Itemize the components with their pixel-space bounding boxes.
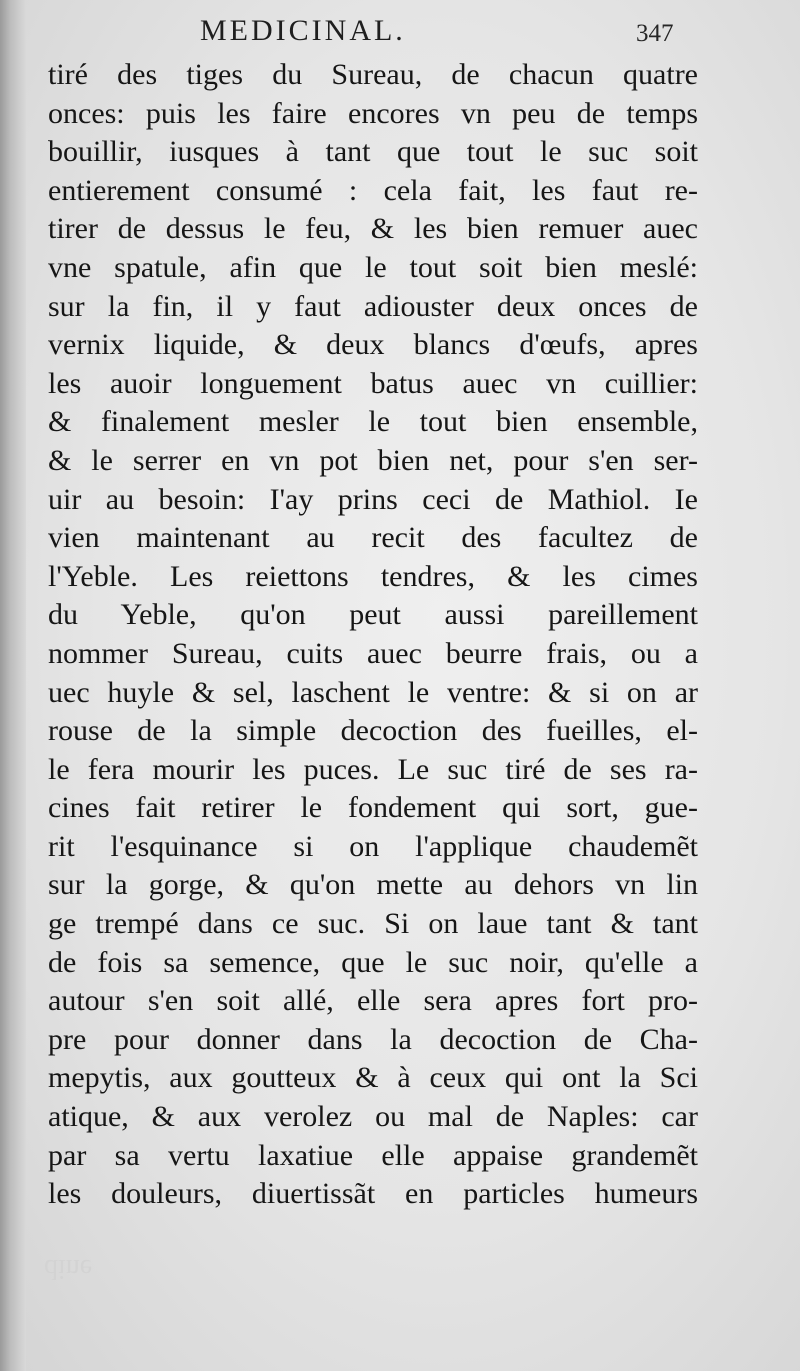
text-line: vernix liquide, & deux blancs d'œufs, apres — [48, 328, 698, 362]
text-line: entierement consumé : cela fait, les faut re- — [48, 173, 698, 207]
text-line: tirer de dessus le feu, & les bien remuer auec — [48, 212, 698, 246]
text-line: uir au besoin: I'ay prins ceci de Mathiol. Ie — [48, 482, 698, 516]
text-line: les auoir longuement batus auec vn cuillier: — [48, 366, 698, 400]
text-line: vne spatule, afin que le tout soit bien meslé: — [48, 250, 698, 284]
text-line: onces: puis les faire encores vn peu de temps — [48, 96, 698, 130]
text-line: vien maintenant au recit des facultez de — [48, 521, 698, 555]
show-through-text: dine — [44, 1253, 93, 1284]
text-line: nommer Sureau, cuits auec beurre frais, ou a — [48, 636, 698, 670]
text-line: pre pour donner dans la decoction de Cha- — [48, 1022, 698, 1056]
text-line: uec huyle & sel, laschent le ventre: & si on ar — [48, 675, 698, 709]
page-gutter-shadow — [0, 0, 26, 1371]
text-line: autour s'en soit allé, elle sera apres fort pro- — [48, 984, 698, 1018]
text-line: par sa vertu laxatiue elle appaise grandemẽt — [48, 1138, 698, 1172]
text-line: bouillir, iusques à tant que tout le suc soit — [48, 135, 698, 169]
text-line: sur la fin, il y faut adiouster deux onces de — [48, 289, 698, 323]
text-line: rit l'esquinance si on l'applique chaudemẽt — [48, 829, 698, 863]
text-line: cines fait retirer le fondement qui sort, gue- — [48, 791, 698, 825]
text-line: tiré des tiges du Sureau, de chacun quatre — [48, 58, 698, 91]
text-line: atique, & aux verolez ou mal de Naples: car — [48, 1100, 698, 1134]
text-line: de fois sa semence, que le suc noir, qu'elle a — [48, 945, 698, 979]
page-number: 347 — [636, 20, 674, 47]
text-line: le fera mourir les puces. Le suc tiré de ses ra- — [48, 752, 698, 786]
text-line: rouse de la simple decoction des fueilles, el- — [48, 714, 698, 748]
running-head: MEDICINAL. — [200, 14, 406, 47]
text-line: & le serrer en vn pot bien net, pour s'en ser- — [48, 443, 698, 477]
text-line: les douleurs, diuertissãt en particles humeurs — [48, 1177, 698, 1211]
body-text — [48, 56, 698, 1214]
text-line: sur la gorge, & qu'on mette au dehors vn lin — [48, 868, 698, 902]
text-line: mepytis, aux goutteux & à ceux qui ont la Sci — [48, 1061, 698, 1095]
text-line: ge trempé dans ce suc. Si on laue tant & tant — [48, 907, 698, 941]
text-line: du Yeble, qu'on peut aussi pareillement — [48, 598, 698, 632]
page-header — [0, 14, 800, 54]
text-line: & finalement mesler le tout bien ensemble, — [48, 405, 698, 439]
text-line: l'Yeble. Les reiettons tendres, & les cimes — [48, 559, 698, 593]
